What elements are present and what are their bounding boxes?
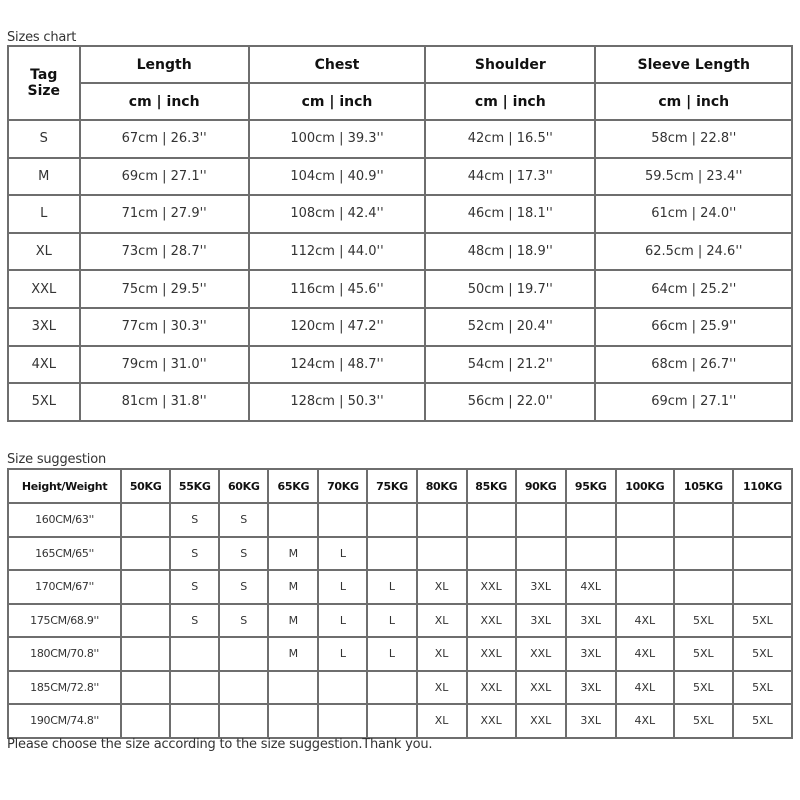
suggested-size-cell: S: [170, 537, 219, 571]
height-cell: 160CM/63'': [8, 503, 121, 537]
suggested-size-cell: [318, 704, 367, 738]
weight-header: 70KG: [318, 469, 367, 503]
size-cell: L: [8, 195, 80, 233]
chest-cell: 120cm | 47.2'': [249, 308, 425, 346]
chest-cell: 108cm | 42.4'': [249, 195, 425, 233]
suggested-size-cell: 5XL: [733, 637, 792, 671]
sizes-chart-table: [7, 45, 793, 422]
suggested-size-cell: [121, 604, 170, 638]
suggested-size-cell: S: [170, 604, 219, 638]
shoulder-cell: 46cm | 18.1'': [425, 195, 595, 233]
unit-label: cm | inch: [249, 83, 425, 120]
table-row: [8, 308, 792, 346]
size-cell: M: [8, 158, 80, 196]
table-row: [8, 537, 792, 571]
suggested-size-cell: [566, 503, 616, 537]
suggested-size-cell: [219, 671, 268, 705]
suggested-size-cell: [367, 704, 416, 738]
suggested-size-cell: [367, 503, 416, 537]
suggested-size-cell: [616, 503, 674, 537]
suggested-size-cell: [674, 537, 733, 571]
suggested-size-cell: [467, 537, 516, 571]
height-cell: 185CM/72.8'': [8, 671, 121, 705]
suggested-size-cell: L: [367, 637, 416, 671]
suggested-size-cell: S: [219, 570, 268, 604]
length-cell: 75cm | 29.5'': [80, 270, 249, 308]
weight-header: 95KG: [566, 469, 616, 503]
suggested-size-cell: XXL: [516, 671, 566, 705]
suggested-size-cell: [121, 671, 170, 705]
table-row: [8, 671, 792, 705]
size-note: Please choose the size according to the size suggestion.Thank you.: [7, 737, 433, 752]
size-cell: XXL: [8, 270, 80, 308]
size-suggestion-caption: Size suggestion: [7, 452, 107, 467]
suggested-size-cell: XXL: [467, 570, 516, 604]
suggested-size-cell: 3XL: [566, 637, 616, 671]
suggested-size-cell: [467, 503, 516, 537]
suggested-size-cell: 4XL: [616, 704, 674, 738]
suggested-size-cell: XL: [417, 570, 467, 604]
weight-header: 110KG: [733, 469, 792, 503]
chest-cell: 112cm | 44.0'': [249, 233, 425, 271]
suggested-size-cell: XL: [417, 704, 467, 738]
suggested-size-cell: [733, 570, 792, 604]
suggested-size-cell: [219, 704, 268, 738]
table-row: [8, 233, 792, 271]
suggested-size-cell: 5XL: [674, 637, 733, 671]
table-row: [8, 346, 792, 384]
tag-header-line1: Tag: [30, 67, 58, 83]
header-row: [8, 46, 792, 83]
suggested-size-cell: L: [318, 604, 367, 638]
suggested-size-cell: [318, 503, 367, 537]
sleeve-cell: 58cm | 22.8'': [595, 120, 792, 158]
suggested-size-cell: [121, 537, 170, 571]
unit-label: cm | inch: [595, 83, 792, 120]
length-cell: 81cm | 31.8'': [80, 383, 249, 421]
size-cell: XL: [8, 233, 80, 271]
chest-cell: 100cm | 39.3'': [249, 120, 425, 158]
unit-label: cm | inch: [80, 83, 249, 120]
suggested-size-cell: XXL: [467, 604, 516, 638]
suggested-size-cell: 3XL: [516, 570, 566, 604]
suggested-size-cell: M: [268, 570, 318, 604]
suggested-size-cell: S: [170, 570, 219, 604]
chest-cell: 104cm | 40.9'': [249, 158, 425, 196]
suggested-size-cell: 3XL: [566, 704, 616, 738]
table-row: [8, 704, 792, 738]
shoulder-cell: 52cm | 20.4'': [425, 308, 595, 346]
height-cell: 170CM/67'': [8, 570, 121, 604]
shoulder-cell: 50cm | 19.7'': [425, 270, 595, 308]
sleeve-cell: 68cm | 26.7'': [595, 346, 792, 384]
suggested-size-cell: [170, 637, 219, 671]
weight-header: 75KG: [367, 469, 416, 503]
suggested-size-cell: 5XL: [674, 604, 733, 638]
suggested-size-cell: 5XL: [733, 671, 792, 705]
suggested-size-cell: 4XL: [616, 671, 674, 705]
height-cell: 180CM/70.8'': [8, 637, 121, 671]
weight-header: 80KG: [417, 469, 467, 503]
table-row: [8, 270, 792, 308]
suggested-size-cell: [367, 671, 416, 705]
table-row: [8, 604, 792, 638]
height-cell: 175CM/68.9'': [8, 604, 121, 638]
suggested-size-cell: 3XL: [516, 604, 566, 638]
height-cell: 190CM/74.8'': [8, 704, 121, 738]
size-cell: 3XL: [8, 308, 80, 346]
weight-header: 55KG: [170, 469, 219, 503]
sleeve-cell: 61cm | 24.0'': [595, 195, 792, 233]
suggested-size-cell: [733, 503, 792, 537]
length-cell: 71cm | 27.9'': [80, 195, 249, 233]
unit-label: cm | inch: [425, 83, 595, 120]
shoulder-header: Shoulder: [425, 46, 595, 83]
suggested-size-cell: XL: [417, 671, 467, 705]
suggested-size-cell: [318, 671, 367, 705]
suggested-size-cell: [674, 503, 733, 537]
suggested-size-cell: [367, 537, 416, 571]
sleeve-cell: 64cm | 25.2'': [595, 270, 792, 308]
suggested-size-cell: [733, 537, 792, 571]
weight-header: 65KG: [268, 469, 318, 503]
suggested-size-cell: XXL: [467, 671, 516, 705]
suggested-size-cell: XL: [417, 604, 467, 638]
suggested-size-cell: [516, 503, 566, 537]
length-cell: 73cm | 28.7'': [80, 233, 249, 271]
suggested-size-cell: XXL: [516, 637, 566, 671]
suggested-size-cell: 3XL: [566, 671, 616, 705]
suggested-size-cell: 5XL: [733, 604, 792, 638]
suggested-size-cell: XXL: [467, 704, 516, 738]
shoulder-cell: 56cm | 22.0'': [425, 383, 595, 421]
suggested-size-cell: [616, 537, 674, 571]
suggested-size-cell: 4XL: [616, 637, 674, 671]
suggested-size-cell: [121, 704, 170, 738]
suggested-size-cell: [268, 503, 318, 537]
suggested-size-cell: [121, 570, 170, 604]
length-cell: 67cm | 26.3'': [80, 120, 249, 158]
suggested-size-cell: L: [318, 637, 367, 671]
chest-cell: 116cm | 45.6'': [249, 270, 425, 308]
tag-size-header: [8, 46, 80, 120]
shoulder-cell: 42cm | 16.5'': [425, 120, 595, 158]
weight-header: 105KG: [674, 469, 733, 503]
height-weight-header: Height/Weight: [8, 469, 121, 503]
table-row: [8, 158, 792, 196]
sleeve-cell: 66cm | 25.9'': [595, 308, 792, 346]
length-cell: 69cm | 27.1'': [80, 158, 249, 196]
suggested-size-cell: 5XL: [674, 671, 733, 705]
suggested-size-cell: S: [219, 503, 268, 537]
header-row: [8, 469, 792, 503]
suggested-size-cell: 4XL: [566, 570, 616, 604]
size-cell: 4XL: [8, 346, 80, 384]
table-row: [8, 383, 792, 421]
suggested-size-cell: [566, 537, 616, 571]
suggested-size-cell: 5XL: [674, 704, 733, 738]
suggested-size-cell: L: [367, 570, 416, 604]
table-row: [8, 637, 792, 671]
suggested-size-cell: M: [268, 537, 318, 571]
sleeve-length-header: Sleeve Length: [595, 46, 792, 83]
weight-header: 100KG: [616, 469, 674, 503]
chest-cell: 124cm | 48.7'': [249, 346, 425, 384]
unit-row: [8, 83, 792, 120]
size-suggestion-table: [7, 468, 793, 739]
suggested-size-cell: 3XL: [566, 604, 616, 638]
shoulder-cell: 54cm | 21.2'': [425, 346, 595, 384]
suggested-size-cell: L: [318, 570, 367, 604]
length-cell: 77cm | 30.3'': [80, 308, 249, 346]
weight-header: 85KG: [467, 469, 516, 503]
suggested-size-cell: [674, 570, 733, 604]
suggested-size-cell: [268, 671, 318, 705]
suggested-size-cell: XL: [417, 637, 467, 671]
sleeve-cell: 62.5cm | 24.6'': [595, 233, 792, 271]
suggested-size-cell: [170, 671, 219, 705]
weight-header: 50KG: [121, 469, 170, 503]
suggested-size-cell: [616, 570, 674, 604]
size-cell: S: [8, 120, 80, 158]
shoulder-cell: 48cm | 18.9'': [425, 233, 595, 271]
table-row: [8, 503, 792, 537]
suggested-size-cell: S: [170, 503, 219, 537]
chest-header: Chest: [249, 46, 425, 83]
suggested-size-cell: [516, 537, 566, 571]
size-cell: 5XL: [8, 383, 80, 421]
suggested-size-cell: [417, 503, 467, 537]
suggested-size-cell: [268, 704, 318, 738]
shoulder-cell: 44cm | 17.3'': [425, 158, 595, 196]
tag-header-line2: Size: [27, 83, 61, 99]
height-cell: 165CM/65'': [8, 537, 121, 571]
suggested-size-cell: S: [219, 604, 268, 638]
suggested-size-cell: [121, 503, 170, 537]
suggested-size-cell: 4XL: [616, 604, 674, 638]
weight-header: 90KG: [516, 469, 566, 503]
suggested-size-cell: [170, 704, 219, 738]
suggested-size-cell: XXL: [467, 637, 516, 671]
suggested-size-cell: L: [318, 537, 367, 571]
sleeve-cell: 69cm | 27.1'': [595, 383, 792, 421]
suggested-size-cell: S: [219, 537, 268, 571]
suggested-size-cell: [121, 637, 170, 671]
length-cell: 79cm | 31.0'': [80, 346, 249, 384]
suggested-size-cell: M: [268, 604, 318, 638]
length-header: Length: [80, 46, 249, 83]
suggested-size-cell: M: [268, 637, 318, 671]
suggested-size-cell: L: [367, 604, 416, 638]
table-row: [8, 195, 792, 233]
suggested-size-cell: XXL: [516, 704, 566, 738]
sleeve-cell: 59.5cm | 23.4'': [595, 158, 792, 196]
suggested-size-cell: 5XL: [733, 704, 792, 738]
suggested-size-cell: [417, 537, 467, 571]
table-row: [8, 570, 792, 604]
chest-cell: 128cm | 50.3'': [249, 383, 425, 421]
weight-header: 60KG: [219, 469, 268, 503]
table-row: [8, 120, 792, 158]
suggested-size-cell: [219, 637, 268, 671]
sizes-chart-caption: Sizes chart: [7, 30, 77, 45]
